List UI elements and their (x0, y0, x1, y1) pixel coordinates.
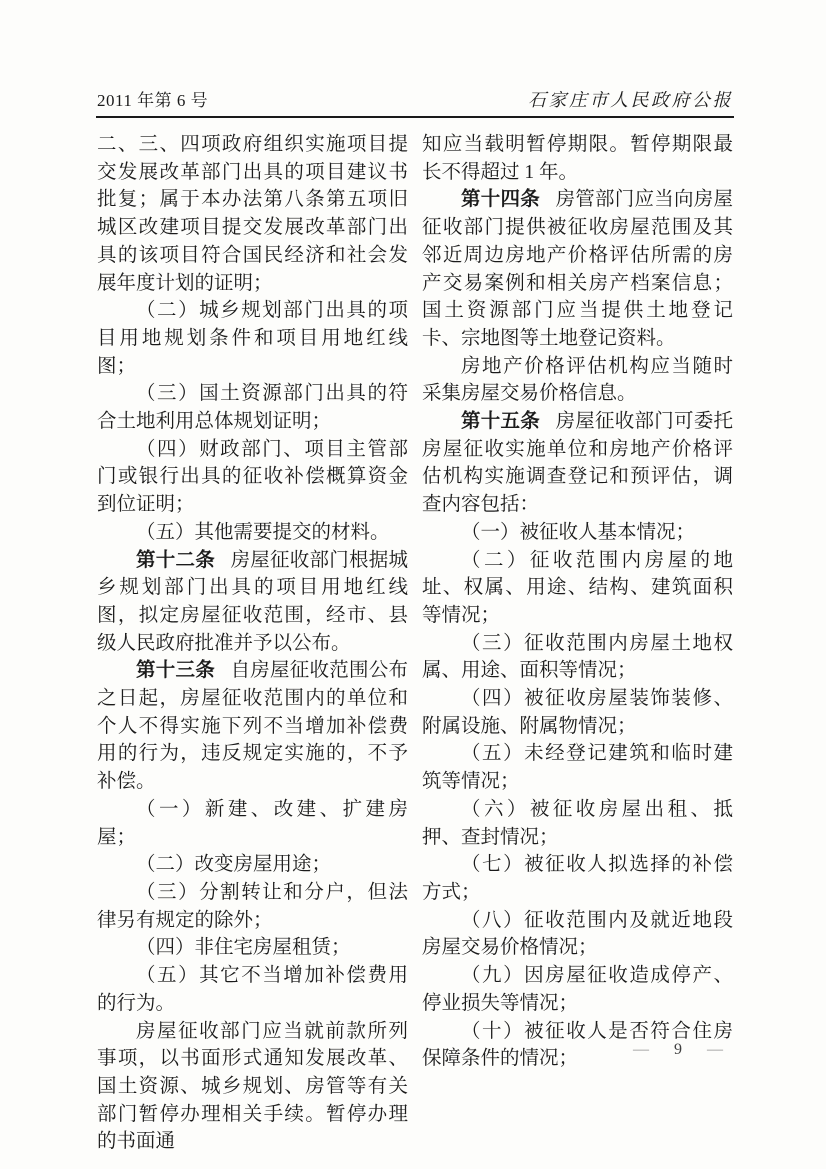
list-item (97, 380, 408, 435)
list-item (97, 879, 408, 934)
list-item (97, 934, 408, 962)
paragraph-text: （六）被征收房屋出租、抵押、查封情况； (422, 798, 733, 848)
list-item (97, 851, 408, 879)
paragraph-text: （四）财政部门、项目主管部门或银行出具的征收补偿概算资金到位证明； (97, 438, 408, 516)
paragraph-text: 房屋征收部门可委托房屋征收实施单位和房地产价格评估机构实施调查登记和预评估，调查内容包括： (422, 411, 733, 516)
list-item (422, 547, 733, 630)
page-header (97, 86, 733, 112)
article-number: 第十四条 (461, 188, 540, 211)
left-column (97, 131, 408, 1156)
article-paragraph (97, 657, 408, 796)
paragraph-text: （五）其它不当增加补偿费用的行为。 (97, 965, 408, 1014)
page-number: 9 (674, 1041, 682, 1058)
paragraph-text: 自房屋征收范围公布之日起，房屋征收范围内的单位和个人不得实施下列不当增加补偿费用的行为，违反规定实施的，不予补偿。 (97, 660, 408, 793)
list-item (97, 962, 408, 1017)
paragraph-continuation (97, 131, 408, 297)
paragraph-text: 房管部门应当向房屋征收部门提供被征收房屋范围及其邻近周边房地产价格评估所需的房产交易案例和相关房产档案信息；国土资源部门应当提供土地登记卡、宗地图等土地登记资料。 (422, 189, 733, 349)
paragraph-text: （四）非住宅房屋租赁； (136, 937, 351, 959)
gazette-title: 石家庄市人民政府公报 (528, 90, 733, 110)
paragraph-text: （一）新建、改建、扩建房屋； (97, 798, 408, 848)
paragraph-text: 二、三、四项政府组织实施项目提交发展改革部门出具的项目建议书批复；属于本办法第八条第五项旧城区改建项目提交发展改革部门出具的该项目符合国民经济和社会发展年度计划的证明； (97, 134, 408, 294)
article-paragraph (422, 408, 733, 519)
article-number: 第十三条 (136, 659, 215, 682)
paragraph-text: （七）被征收人拟选择的补偿方式； (422, 854, 733, 903)
list-item (97, 519, 408, 547)
list-item (97, 436, 408, 519)
header-rule (96, 116, 734, 118)
article-number: 第十二条 (136, 548, 215, 571)
page-footer (633, 1041, 723, 1059)
paragraph-text: （三）征收范围内房屋土地权属、用途、面积等情况； (422, 632, 733, 682)
article-paragraph (97, 547, 408, 658)
paragraph-continuation (422, 131, 733, 186)
right-column (422, 131, 733, 1156)
article-number: 第十五条 (461, 410, 540, 433)
paragraph-text: （五）未经登记建筑和临时建筑等情况； (422, 743, 733, 793)
paragraph (422, 353, 733, 408)
issue-number: 2011 年第 6 号 (97, 91, 209, 110)
list-item (422, 962, 733, 1017)
list-item (422, 519, 733, 547)
footer-right-dash: — (707, 1041, 723, 1058)
paragraph-text: （二）改变房屋用途； (136, 854, 332, 876)
paragraph-text: （四）被征收房屋装饰装修、附属设施、附属物情况； (422, 688, 733, 737)
list-item (422, 630, 733, 685)
paragraph-text: 知应当载明暂停期限。暂停期限最长不得超过 1 年。 (422, 134, 733, 183)
paragraph-text: （九）因房屋征收造成停产、停业损失等情况； (422, 965, 733, 1014)
paragraph-text: （三）分割转让和分户，但法律另有规定的除外； (97, 881, 408, 931)
paragraph-text: （八）征收范围内及就近地段房屋交易价格情况； (422, 909, 733, 959)
footer-left-dash: — (633, 1041, 649, 1058)
paragraph (97, 1018, 408, 1157)
paragraph-text: （五）其他需要提交的材料。 (136, 521, 390, 543)
paragraph-text: （二）征收范围内房屋的地址、权属、用途、结构、建筑面积等情况； (422, 549, 733, 626)
paragraph-text: （二）城乡规划部门出具的项目用地规划条件和项目用地红线图； (97, 300, 408, 377)
list-item (97, 796, 408, 851)
list-item (422, 740, 733, 795)
list-item (422, 796, 733, 851)
body-columns (97, 131, 733, 1156)
paragraph-text: （十）被征收人是否符合住房保障条件的情况； (422, 1020, 733, 1070)
paragraph-text: 房屋征收部门应当就前款所列事项，以书面形式通知发展改革、国土资源、城乡规划、房管等有关部门暂停办理相关手续。暂停办理的书面通 (97, 1020, 408, 1153)
paragraph-text: （一）被征收人基本情况； (461, 521, 696, 543)
article-paragraph (422, 186, 733, 352)
paragraph-text: 房屋征收部门根据城乡规划部门出具的项目用地红线图，拟定房屋征收范围，经市、县级人民政府批准并予以公布。 (97, 549, 408, 654)
list-item (422, 907, 733, 962)
list-item (422, 685, 733, 740)
list-item (97, 297, 408, 380)
paragraph-text: 房地产价格评估机构应当随时采集房屋交易价格信息。 (422, 355, 733, 405)
list-item (422, 851, 733, 906)
paragraph-text: （三）国土资源部门出具的符合土地利用总体规划证明； (97, 383, 408, 433)
